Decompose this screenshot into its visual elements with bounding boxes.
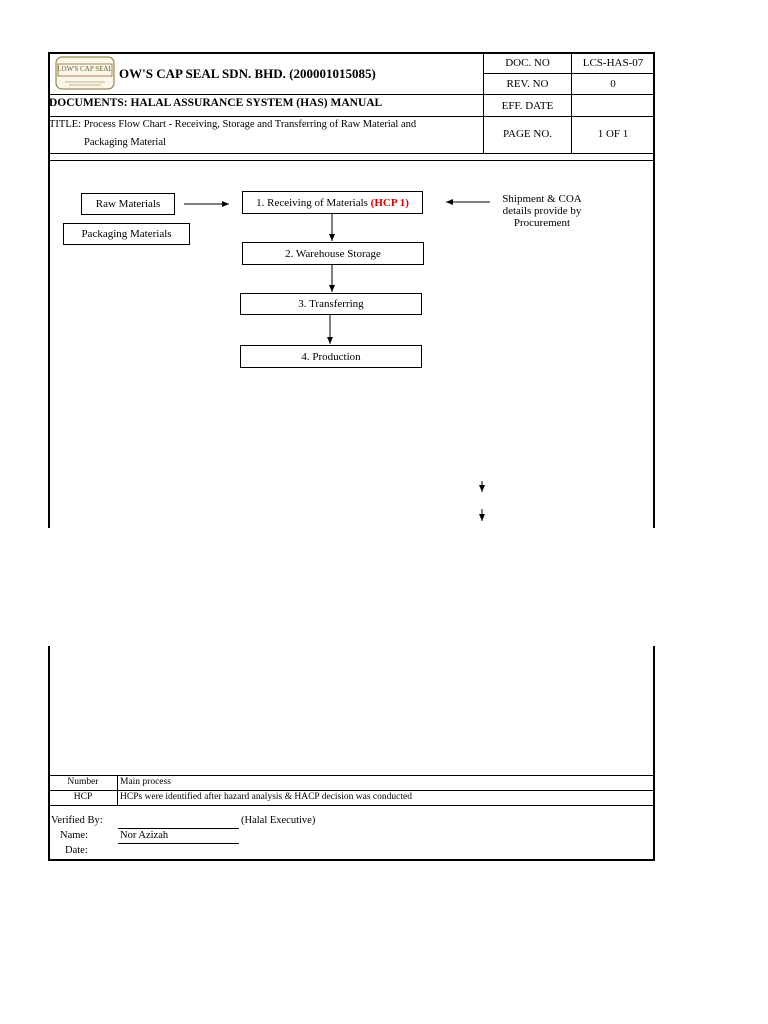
- step-2-box: 2. Warehouse Storage: [242, 242, 424, 265]
- verified-by-signature-line: [118, 828, 239, 829]
- eff-date-label: EFF. DATE: [501, 100, 554, 112]
- doc-no-label: DOC. NO: [505, 57, 550, 69]
- legend-mid-line: [48, 790, 654, 791]
- legend-col-line: [117, 775, 118, 805]
- note-line-1: Shipment & COA: [502, 193, 582, 205]
- lower-frame-left: [48, 646, 50, 861]
- page-no-value: 1 OF 1: [597, 128, 629, 140]
- doc-no-value: LCS-HAS-07: [582, 57, 644, 69]
- legend-key-number: Number: [67, 777, 99, 787]
- name-label: Name:: [60, 830, 88, 841]
- legend-key-hcp: HCP: [73, 792, 93, 802]
- lower-frame-bottom: [48, 859, 654, 861]
- documents-title: DOCUMENTS: HALAL ASSURANCE SYSTEM (HAS) MANUAL: [49, 97, 383, 109]
- name-line: [118, 843, 239, 844]
- date-label: Date:: [65, 845, 88, 856]
- legend-value-hcp: HCPs were identified after hazard analysis & HACP decision was conducted: [120, 792, 412, 802]
- packaging-materials-box: Packaging Materials: [63, 223, 190, 245]
- note-line-3: Procurement: [513, 217, 571, 229]
- note-line-2: details provide by: [502, 205, 582, 217]
- step-1-label: 1. Receiving of Materials: [256, 196, 371, 209]
- raw-materials-box: Raw Materials: [81, 193, 175, 215]
- verified-by-label: Verified By:: [51, 815, 103, 826]
- verified-by-role: (Halal Executive): [241, 815, 316, 826]
- title-line-2: Packaging Material: [84, 137, 166, 148]
- step-1-hcp: (HCP 1): [370, 196, 409, 209]
- rev-no-label: REV. NO: [506, 78, 549, 90]
- page-no-label: PAGE NO.: [502, 128, 553, 140]
- logo-text: LOW'S CAP SEAL: [57, 65, 113, 73]
- rev-no-value: 0: [610, 78, 616, 90]
- company-name: OW'S CAP SEAL SDN. BHD. (200001015085): [119, 66, 376, 81]
- legend-value-main-process: Main process: [120, 777, 171, 787]
- name-value: Nor Azizah: [120, 830, 169, 841]
- legend-top-line: [48, 775, 654, 776]
- legend-bottom-line: [48, 805, 654, 806]
- title-line-1: TITLE: Process Flow Chart - Receiving, Storage and Transferring of Raw Material and: [49, 119, 417, 130]
- step-3-box: 3. Transferring: [240, 293, 422, 315]
- step-4-box: 4. Production: [240, 345, 422, 368]
- procurement-note: [490, 193, 594, 229]
- lower-frame-right: [653, 646, 655, 861]
